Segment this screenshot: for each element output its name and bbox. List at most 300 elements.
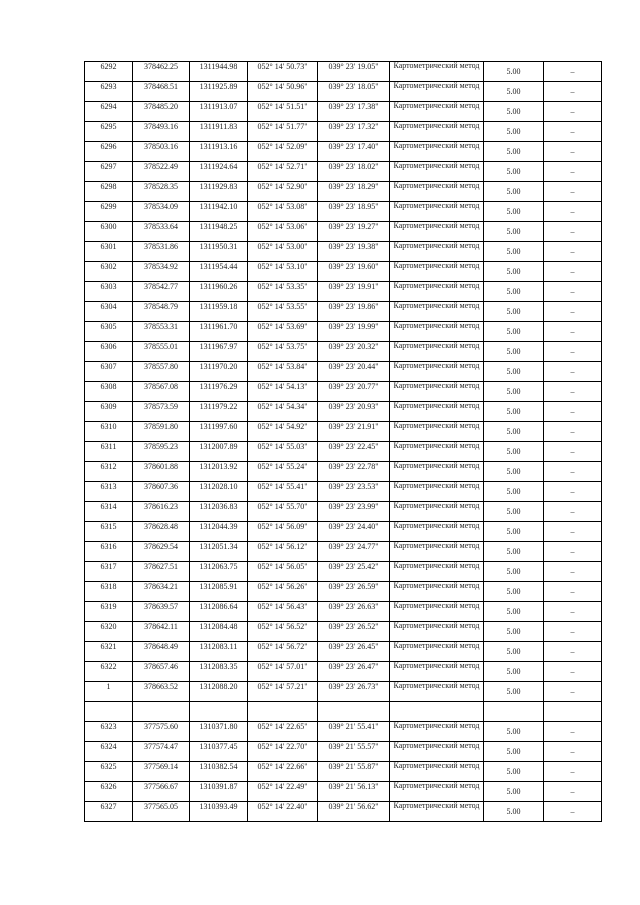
x-coordinate-cell: 378657.46 [133,662,190,682]
y-coordinate-cell: 1312084.48 [190,622,248,642]
method-cell: Картометрический метод [390,462,484,482]
latitude-cell: 052° 14' 54.13" [248,382,318,402]
accuracy-cell: 5.00 [484,382,544,402]
y-coordinate-cell: 1312051.34 [190,542,248,562]
table-row [85,642,602,662]
method-cell: Картометрический метод [390,242,484,262]
method-cell: Картометрический метод [390,782,484,802]
y-coordinate-cell: 1311925.89 [190,82,248,102]
y-coordinate-cell: 1310391.87 [190,782,248,802]
longitude-cell: 039° 23' 26.52" [318,622,390,642]
point-number-cell: 6294 [85,102,133,122]
x-coordinate-cell: 377575.60 [133,722,190,742]
y-coordinate-cell: 1312036.83 [190,502,248,522]
latitude-cell: 052° 14' 53.06" [248,222,318,242]
x-coordinate-cell: 378573.59 [133,402,190,422]
longitude-cell: 039° 23' 19.91" [318,282,390,302]
accuracy-cell: 5.00 [484,462,544,482]
description-cell: – [544,122,602,142]
y-coordinate-cell: 1312088.20 [190,682,248,702]
point-number-cell: 6325 [85,762,133,782]
table-row [85,722,602,742]
description-cell: – [544,802,602,822]
description-cell: – [544,682,602,702]
x-coordinate-cell: 378485.20 [133,102,190,122]
point-number-cell: 6293 [85,82,133,102]
method-cell: Картометрический метод [390,122,484,142]
accuracy-cell: 5.00 [484,522,544,542]
table-row [85,242,602,262]
x-coordinate-cell: 378462.25 [133,62,190,82]
latitude-cell: 052° 14' 53.84" [248,362,318,382]
accuracy-cell: 5.00 [484,802,544,822]
x-coordinate-cell: 378468.51 [133,82,190,102]
description-cell: – [544,162,602,182]
x-coordinate-cell: 378528.35 [133,182,190,202]
longitude-cell: 039° 23' 22.78" [318,462,390,482]
y-coordinate-cell: 1311929.83 [190,182,248,202]
longitude-cell: 039° 23' 19.86" [318,302,390,322]
accuracy-cell: 5.00 [484,122,544,142]
description-cell: – [544,322,602,342]
accuracy-cell: 5.00 [484,542,544,562]
table-row [85,682,602,702]
longitude-cell: 039° 23' 20.77" [318,382,390,402]
description-cell: – [544,562,602,582]
longitude-cell: 039° 23' 17.32" [318,122,390,142]
empty-cell [544,702,602,722]
y-coordinate-cell: 1311948.25 [190,222,248,242]
empty-cell [390,702,484,722]
point-number-cell: 6298 [85,182,133,202]
table-row [85,302,602,322]
accuracy-cell: 5.00 [484,62,544,82]
accuracy-cell: 5.00 [484,242,544,262]
method-cell: Картометрический метод [390,622,484,642]
latitude-cell: 052° 14' 56.72" [248,642,318,662]
method-cell: Картометрический метод [390,322,484,342]
table-row [85,162,602,182]
y-coordinate-cell: 1312083.11 [190,642,248,662]
longitude-cell: 039° 23' 26.63" [318,602,390,622]
y-coordinate-cell: 1311979.22 [190,402,248,422]
table-row [85,402,602,422]
latitude-cell: 052° 14' 56.52" [248,622,318,642]
accuracy-cell: 5.00 [484,642,544,662]
y-coordinate-cell: 1311913.07 [190,102,248,122]
x-coordinate-cell: 378548.79 [133,302,190,322]
description-cell: – [544,182,602,202]
coordinates-table [84,61,602,822]
point-number-cell: 6321 [85,642,133,662]
method-cell: Картометрический метод [390,422,484,442]
point-number-cell: 6313 [85,482,133,502]
x-coordinate-cell: 378531.86 [133,242,190,262]
table-row [85,62,602,82]
latitude-cell: 052° 14' 53.00" [248,242,318,262]
x-coordinate-cell: 378595.23 [133,442,190,462]
method-cell: Картометрический метод [390,262,484,282]
latitude-cell: 052° 14' 53.75" [248,342,318,362]
method-cell: Картометрический метод [390,162,484,182]
empty-cell [248,702,318,722]
point-number-cell: 6323 [85,722,133,742]
method-cell: Картометрический метод [390,342,484,362]
point-number-cell: 6312 [85,462,133,482]
accuracy-cell: 5.00 [484,782,544,802]
y-coordinate-cell: 1312083.35 [190,662,248,682]
accuracy-cell: 5.00 [484,102,544,122]
table-row [85,482,602,502]
longitude-cell: 039° 21' 56.13" [318,782,390,802]
longitude-cell: 039° 23' 25.42" [318,562,390,582]
latitude-cell: 052° 14' 22.49" [248,782,318,802]
longitude-cell: 039° 23' 26.47" [318,662,390,682]
method-cell: Картометрический метод [390,562,484,582]
accuracy-cell: 5.00 [484,142,544,162]
y-coordinate-cell: 1311976.29 [190,382,248,402]
longitude-cell: 039° 23' 23.53" [318,482,390,502]
description-cell: – [544,522,602,542]
x-coordinate-cell: 378628.48 [133,522,190,542]
x-coordinate-cell: 378542.77 [133,282,190,302]
method-cell: Картометрический метод [390,362,484,382]
y-coordinate-cell: 1311913.16 [190,142,248,162]
longitude-cell: 039° 23' 19.38" [318,242,390,262]
latitude-cell: 052° 14' 53.55" [248,302,318,322]
table-row [85,522,602,542]
y-coordinate-cell: 1310382.54 [190,762,248,782]
table-row [85,82,602,102]
point-number-cell: 6326 [85,782,133,802]
table-row [85,282,602,302]
latitude-cell: 052° 14' 22.40" [248,802,318,822]
description-cell: – [544,742,602,762]
x-coordinate-cell: 378591.80 [133,422,190,442]
accuracy-cell: 5.00 [484,82,544,102]
description-cell: – [544,62,602,82]
description-cell: – [544,422,602,442]
method-cell: Картометрический метод [390,482,484,502]
table-row [85,262,602,282]
latitude-cell: 052° 14' 56.09" [248,522,318,542]
longitude-cell: 039° 21' 56.62" [318,802,390,822]
description-cell: – [544,302,602,322]
point-number-cell: 6308 [85,382,133,402]
longitude-cell: 039° 23' 24.40" [318,522,390,542]
latitude-cell: 052° 14' 56.05" [248,562,318,582]
longitude-cell: 039° 23' 23.99" [318,502,390,522]
description-cell: – [544,82,602,102]
point-number-cell: 6303 [85,282,133,302]
description-cell: – [544,622,602,642]
method-cell: Картометрический метод [390,382,484,402]
table-row [85,462,602,482]
longitude-cell: 039° 21' 55.41" [318,722,390,742]
table-row [85,182,602,202]
y-coordinate-cell: 1312044.39 [190,522,248,542]
latitude-cell: 052° 14' 50.73" [248,62,318,82]
table-row [85,422,602,442]
description-cell: – [544,782,602,802]
y-coordinate-cell: 1312013.92 [190,462,248,482]
description-cell: – [544,242,602,262]
latitude-cell: 052° 14' 51.51" [248,102,318,122]
method-cell: Картометрический метод [390,202,484,222]
point-number-cell: 6324 [85,742,133,762]
point-number-cell: 6309 [85,402,133,422]
x-coordinate-cell: 378601.88 [133,462,190,482]
x-coordinate-cell: 378616.23 [133,502,190,522]
longitude-cell: 039° 23' 22.45" [318,442,390,462]
x-coordinate-cell: 378607.36 [133,482,190,502]
method-cell: Картометрический метод [390,742,484,762]
method-cell: Картометрический метод [390,62,484,82]
longitude-cell: 039° 23' 18.02" [318,162,390,182]
method-cell: Картометрический метод [390,582,484,602]
longitude-cell: 039° 23' 26.45" [318,642,390,662]
x-coordinate-cell: 378642.11 [133,622,190,642]
point-number-cell: 6297 [85,162,133,182]
x-coordinate-cell: 378557.80 [133,362,190,382]
point-number-cell: 6296 [85,142,133,162]
method-cell: Картометрический метод [390,142,484,162]
point-number-cell: 6316 [85,542,133,562]
method-cell: Картометрический метод [390,82,484,102]
accuracy-cell: 5.00 [484,622,544,642]
longitude-cell: 039° 23' 24.77" [318,542,390,562]
longitude-cell: 039° 23' 17.38" [318,102,390,122]
point-number-cell: 6304 [85,302,133,322]
latitude-cell: 052° 14' 22.70" [248,742,318,762]
table-row [85,122,602,142]
accuracy-cell: 5.00 [484,342,544,362]
table-body [85,62,602,822]
accuracy-cell: 5.00 [484,482,544,502]
y-coordinate-cell: 1312007.89 [190,442,248,462]
latitude-cell: 052° 14' 56.43" [248,602,318,622]
y-coordinate-cell: 1311967.97 [190,342,248,362]
table-row [85,562,602,582]
x-coordinate-cell: 378534.09 [133,202,190,222]
accuracy-cell: 5.00 [484,202,544,222]
point-number-cell: 6299 [85,202,133,222]
method-cell: Картометрический метод [390,682,484,702]
description-cell: – [544,502,602,522]
x-coordinate-cell: 378493.16 [133,122,190,142]
latitude-cell: 052° 14' 56.26" [248,582,318,602]
x-coordinate-cell: 377569.14 [133,762,190,782]
y-coordinate-cell: 1311911.83 [190,122,248,142]
latitude-cell: 052° 14' 22.66" [248,762,318,782]
accuracy-cell: 5.00 [484,682,544,702]
latitude-cell: 052° 14' 52.09" [248,142,318,162]
description-cell: – [544,462,602,482]
description-cell: – [544,662,602,682]
accuracy-cell: 5.00 [484,602,544,622]
latitude-cell: 052° 14' 53.35" [248,282,318,302]
method-cell: Картометрический метод [390,402,484,422]
x-coordinate-cell: 378648.49 [133,642,190,662]
description-cell: – [544,762,602,782]
accuracy-cell: 5.00 [484,302,544,322]
point-number-cell: 6295 [85,122,133,142]
longitude-cell: 039° 23' 20.32" [318,342,390,362]
point-number-cell: 6327 [85,802,133,822]
description-cell: – [544,282,602,302]
accuracy-cell: 5.00 [484,762,544,782]
y-coordinate-cell: 1311924.64 [190,162,248,182]
accuracy-cell: 5.00 [484,222,544,242]
longitude-cell: 039° 23' 26.59" [318,582,390,602]
description-cell: – [544,362,602,382]
description-cell: – [544,142,602,162]
longitude-cell: 039° 23' 18.29" [318,182,390,202]
table-row [85,142,602,162]
table-row [85,362,602,382]
method-cell: Картометрический метод [390,602,484,622]
table-row [85,542,602,562]
accuracy-cell: 5.00 [484,722,544,742]
method-cell: Картометрический метод [390,282,484,302]
x-coordinate-cell: 378629.54 [133,542,190,562]
x-coordinate-cell: 377565.05 [133,802,190,822]
y-coordinate-cell: 1311942.10 [190,202,248,222]
y-coordinate-cell: 1311950.31 [190,242,248,262]
latitude-cell: 052° 14' 50.96" [248,82,318,102]
method-cell: Картометрический метод [390,722,484,742]
accuracy-cell: 5.00 [484,562,544,582]
x-coordinate-cell: 378553.31 [133,322,190,342]
table-row [85,502,602,522]
accuracy-cell: 5.00 [484,442,544,462]
longitude-cell: 039° 21' 55.87" [318,762,390,782]
method-cell: Картометрический метод [390,662,484,682]
description-cell: – [544,642,602,662]
y-coordinate-cell: 1310393.49 [190,802,248,822]
latitude-cell: 052° 14' 53.08" [248,202,318,222]
empty-cell [190,702,248,722]
x-coordinate-cell: 378522.49 [133,162,190,182]
accuracy-cell: 5.00 [484,662,544,682]
latitude-cell: 052° 14' 55.70" [248,502,318,522]
table-row [85,342,602,362]
x-coordinate-cell: 378639.57 [133,602,190,622]
point-number-cell: 6318 [85,582,133,602]
latitude-cell: 052° 14' 56.12" [248,542,318,562]
y-coordinate-cell: 1311970.20 [190,362,248,382]
longitude-cell: 039° 23' 19.27" [318,222,390,242]
latitude-cell: 052° 14' 55.41" [248,482,318,502]
table-row [85,762,602,782]
longitude-cell: 039° 23' 18.95" [318,202,390,222]
description-cell: – [544,222,602,242]
longitude-cell: 039° 23' 20.93" [318,402,390,422]
table-row [85,662,602,682]
longitude-cell: 039° 23' 19.05" [318,62,390,82]
method-cell: Картометрический метод [390,222,484,242]
point-number-cell: 6317 [85,562,133,582]
method-cell: Картометрический метод [390,542,484,562]
accuracy-cell: 5.00 [484,742,544,762]
table-row [85,442,602,462]
table-row [85,802,602,822]
empty-cell [85,702,133,722]
point-number-cell: 6306 [85,342,133,362]
longitude-cell: 039° 21' 55.57" [318,742,390,762]
point-number-cell: 6310 [85,422,133,442]
accuracy-cell: 5.00 [484,282,544,302]
latitude-cell: 052° 14' 22.65" [248,722,318,742]
description-cell: – [544,722,602,742]
table-row [85,602,602,622]
latitude-cell: 052° 14' 57.01" [248,662,318,682]
description-cell: – [544,382,602,402]
y-coordinate-cell: 1310371.80 [190,722,248,742]
latitude-cell: 052° 14' 53.69" [248,322,318,342]
accuracy-cell: 5.00 [484,362,544,382]
accuracy-cell: 5.00 [484,422,544,442]
accuracy-cell: 5.00 [484,182,544,202]
latitude-cell: 052° 14' 52.71" [248,162,318,182]
longitude-cell: 039° 23' 21.91" [318,422,390,442]
point-number-cell: 6315 [85,522,133,542]
description-cell: – [544,542,602,562]
latitude-cell: 052° 14' 57.21" [248,682,318,702]
description-cell: – [544,402,602,422]
description-cell: – [544,582,602,602]
x-coordinate-cell: 378663.52 [133,682,190,702]
y-coordinate-cell: 1311954.44 [190,262,248,282]
method-cell: Картометрический метод [390,302,484,322]
y-coordinate-cell: 1312028.10 [190,482,248,502]
separator-row [85,702,602,722]
x-coordinate-cell: 377566.67 [133,782,190,802]
point-number-cell: 6320 [85,622,133,642]
latitude-cell: 052° 14' 55.03" [248,442,318,462]
y-coordinate-cell: 1311959.18 [190,302,248,322]
method-cell: Картометрический метод [390,762,484,782]
y-coordinate-cell: 1312086.64 [190,602,248,622]
x-coordinate-cell: 378555.01 [133,342,190,362]
method-cell: Картометрический метод [390,642,484,662]
longitude-cell: 039° 23' 17.40" [318,142,390,162]
method-cell: Картометрический метод [390,182,484,202]
table-row [85,622,602,642]
method-cell: Картометрический метод [390,442,484,462]
description-cell: – [544,602,602,622]
method-cell: Картометрический метод [390,102,484,122]
description-cell: – [544,342,602,362]
latitude-cell: 052° 14' 55.24" [248,462,318,482]
description-cell: – [544,262,602,282]
point-number-cell: 6301 [85,242,133,262]
y-coordinate-cell: 1311997.60 [190,422,248,442]
point-number-cell: 6314 [85,502,133,522]
latitude-cell: 052° 14' 54.34" [248,402,318,422]
table-row [85,322,602,342]
point-number-cell: 6302 [85,262,133,282]
accuracy-cell: 5.00 [484,262,544,282]
longitude-cell: 039° 23' 18.05" [318,82,390,102]
point-number-cell: 6292 [85,62,133,82]
point-number-cell: 6307 [85,362,133,382]
y-coordinate-cell: 1312085.91 [190,582,248,602]
accuracy-cell: 5.00 [484,162,544,182]
longitude-cell: 039° 23' 19.60" [318,262,390,282]
point-number-cell: 6305 [85,322,133,342]
latitude-cell: 052° 14' 54.92" [248,422,318,442]
